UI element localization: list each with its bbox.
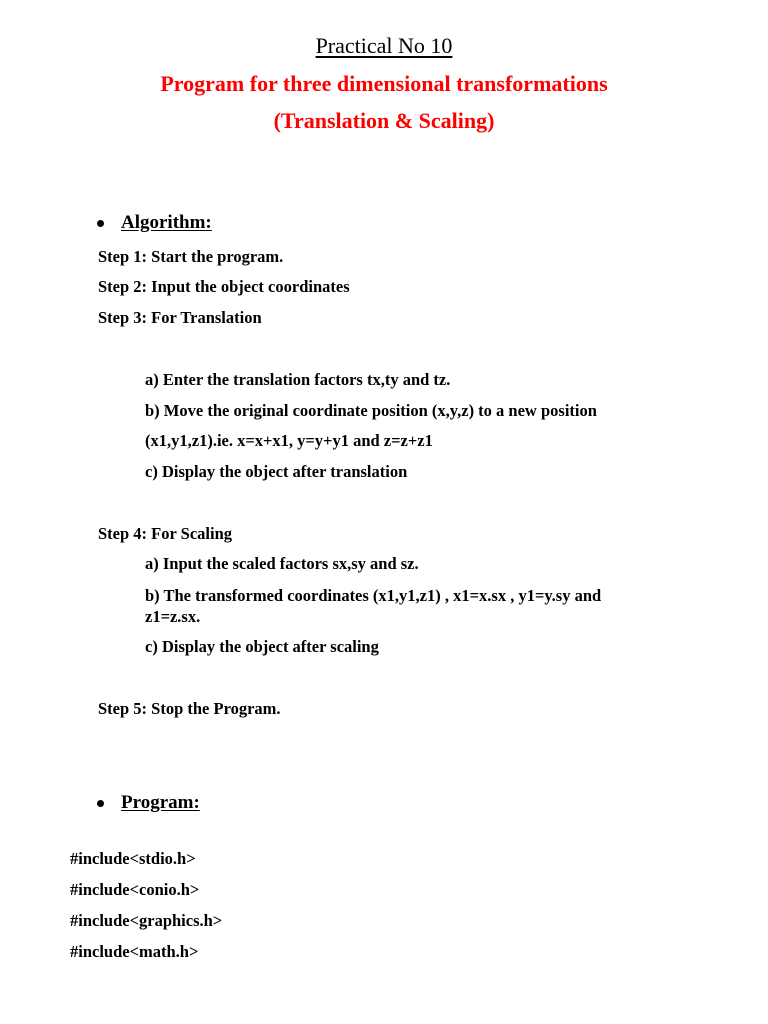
page-subtitle-line-1: Program for three dimensional transformations (160, 71, 608, 96)
program-heading-text: Program: (121, 792, 200, 813)
step-3: Step 3: For Translation (98, 308, 262, 327)
step-4-b-line-2: z1=z.sx. (145, 607, 201, 626)
step-4-c: c) Display the object after scaling (145, 637, 379, 656)
step-2: Step 2: Input the object coordinates (98, 277, 350, 296)
step-5: Step 5: Stop the Program. (98, 699, 281, 718)
code-line: #include<conio.h> (70, 880, 200, 899)
step-3-b-line-1: b) Move the original coordinate position (x,y,z) to a new position (145, 401, 597, 420)
step-4-b-line-1: b) The transformed coordinates (x1,y1,z1) , x1=x.sx , y1=y.sy and (145, 586, 602, 605)
code-line: #include<graphics.h> (70, 911, 223, 930)
code-line: #include<stdio.h> (70, 849, 196, 868)
step-1: Step 1: Start the program. (98, 247, 284, 266)
algorithm-heading (97, 212, 212, 234)
program-heading (97, 792, 200, 814)
page-title: Practical No 10 (315, 33, 453, 58)
step-4: Step 4: For Scaling (98, 524, 232, 543)
step-3-b-line-2: (x1,y1,z1).ie. x=x+x1, y=y+y1 and z=z+z1 (145, 431, 433, 450)
bullet-icon (97, 220, 104, 227)
page-subtitle-line-2: (Translation & Scaling) (273, 108, 495, 133)
algorithm-heading-text: Algorithm: (121, 212, 212, 233)
step-4-a: a) Input the scaled factors sx,sy and sz. (145, 554, 419, 573)
code-line: #include<math.h> (70, 942, 199, 961)
step-3-a: a) Enter the translation factors tx,ty and tz. (145, 370, 451, 389)
step-3-c: c) Display the object after translation (145, 462, 408, 481)
bullet-icon (97, 800, 104, 807)
